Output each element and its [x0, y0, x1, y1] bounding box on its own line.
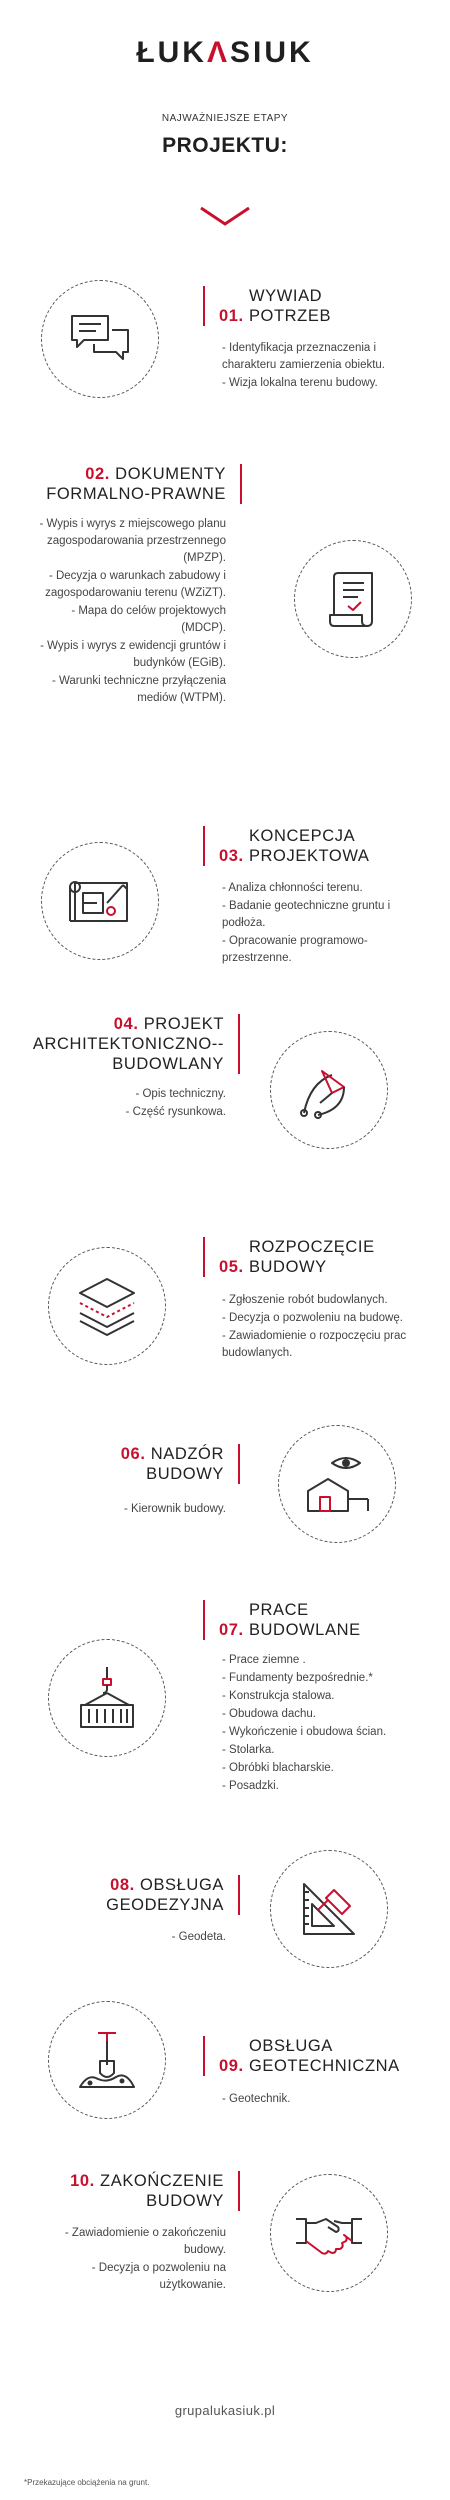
list-item: - Decyzja o pozwoleniu na użytkowanie. [91, 2262, 226, 2291]
page-title: PROJEKTU: [162, 134, 288, 157]
step-6-icon-circle [278, 1425, 396, 1543]
step-5-list [222, 1292, 412, 1363]
list-item: - Zawiadomienie o zakończeniu budowy. [64, 2227, 226, 2256]
step-1-list [222, 340, 412, 393]
step-9-title: 09. OBSŁUGA GEOTECHNICZNA [203, 2036, 404, 2076]
list-item: - Decyzja o warunkach zabudowy i zagospodarowaniu terenu (WZiZT). [45, 570, 226, 599]
step-4-list [40, 1086, 226, 1122]
step-8-icon-circle [270, 1850, 388, 1968]
step-3-title: 03. KONCEPCJA PROJEKTOWA [203, 826, 379, 866]
step-7-icon-circle [48, 1639, 166, 1757]
step-1-icon-circle [41, 280, 159, 398]
step-2-list [30, 516, 226, 708]
list-item: - Opracowanie programowo-przestrzenne. [222, 935, 368, 964]
step-6-title: 06. NADZÓR BUDOWY [48, 1444, 240, 1484]
step-3-icon-circle [41, 842, 159, 960]
crane-container-icon [75, 1665, 139, 1731]
footnote: *Przekazujące obciążenia na grunt. [24, 2478, 150, 2487]
step-3-list [222, 880, 402, 968]
step-1-title: 01. WYWIAD POTRZEB [203, 286, 369, 326]
list-item: - Badanie geotechniczne gruntu i podłoża. [222, 900, 391, 929]
step-7-title: 07. PRACE BUDOWLANE [203, 1600, 359, 1640]
step-10-title: 10. ZAKOŃCZENIE BUDOWY [44, 2171, 240, 2211]
blueprint-icon [67, 875, 133, 927]
list-item: - Prace ziemne . [222, 1654, 306, 1666]
list-item: - Geodeta. [171, 1931, 226, 1943]
shovel-icon [76, 2029, 138, 2091]
list-item: - Wypis i wyrys z miejscowego planu zagospodarowania przestrzennego (MPZP). [39, 518, 226, 564]
step-8-list [40, 1929, 226, 1947]
logo-text-start: ŁUK [136, 36, 207, 69]
layers-icon [76, 1275, 138, 1337]
logo-text-end: SIUK [229, 36, 314, 69]
website-link[interactable]: grupalukasiuk.pl [174, 2403, 276, 2418]
list-item: - Mapa do celów projektowych (MDCP). [71, 605, 226, 634]
list-item: - Wizja lokalna terenu budowy. [222, 377, 378, 389]
document-icon [328, 569, 378, 629]
list-item: - Geotechnik. [222, 2093, 291, 2105]
step-9-list [222, 2091, 402, 2109]
step-4-title: 04. PROJEKT ARCHITEKTONICZNO--BUDOWLANY [24, 1014, 240, 1074]
step-10-icon-circle [270, 2174, 388, 2292]
list-item: - Identyfikacja przeznaczenia i charakteru zamierzenia obiektu. [222, 342, 385, 371]
step-9-icon-circle [48, 2001, 166, 2119]
logo-mark: Λ [206, 36, 230, 69]
step-6-list [40, 1501, 226, 1519]
set-square-icon [298, 1878, 360, 1940]
eye-house-icon [302, 1453, 372, 1515]
list-item: - Zawiadomienie o rozpoczęciu prac budowlanych. [222, 1330, 407, 1359]
list-item: - Zgłoszenie robót budowlanych. [222, 1294, 388, 1306]
step-10-list [50, 2225, 226, 2295]
chat-bubbles-icon [68, 312, 132, 366]
step-8-title: 08. OBSŁUGA GEODEZYJNA [24, 1875, 240, 1915]
step-7-list [222, 1652, 422, 1796]
step-5-title: 05. ROZPOCZĘCIE BUDOWY [203, 1237, 409, 1277]
pen-tool-icon [298, 1059, 360, 1121]
step-5-icon-circle [48, 1247, 166, 1365]
handshake-icon [294, 2209, 364, 2257]
list-item: - Konstrukcja stalowa. [222, 1690, 335, 1702]
chevron-down-icon [197, 204, 253, 228]
step-4-icon-circle [270, 1031, 388, 1149]
list-item: - Fundamenty bezpośrednie.* [222, 1672, 373, 1684]
list-item: - Opis techniczny. [135, 1088, 226, 1100]
list-item: - Warunki techniczne przyłączenia mediów (WTPM). [51, 675, 226, 704]
step-2-title: 02. DOKUMENTY FORMALNO-PRAWNE [22, 464, 242, 504]
subtitle: NAJWAŻNIEJSZE ETAPY [161, 113, 289, 124]
list-item: - Obudowa dachu. [222, 1708, 316, 1720]
list-item: - Decyzja o pozwoleniu na budowę. [222, 1312, 403, 1324]
list-item: - Analiza chłonności terenu. [222, 882, 363, 894]
step-2-icon-circle [294, 540, 412, 658]
list-item: - Kierownik budowy. [123, 1503, 226, 1515]
list-item: - Wypis i wyrys z ewidencji gruntów i budynków (EGiB). [40, 640, 226, 669]
list-item: - Posadzki. [222, 1780, 279, 1792]
logo [0, 36, 450, 70]
list-item: - Obróbki blacharskie. [222, 1762, 334, 1774]
list-item: - Stolarka. [222, 1744, 275, 1756]
list-item: - Część rysunkowa. [125, 1106, 226, 1118]
list-item: - Wykończenie i obudowa ścian. [222, 1726, 387, 1738]
